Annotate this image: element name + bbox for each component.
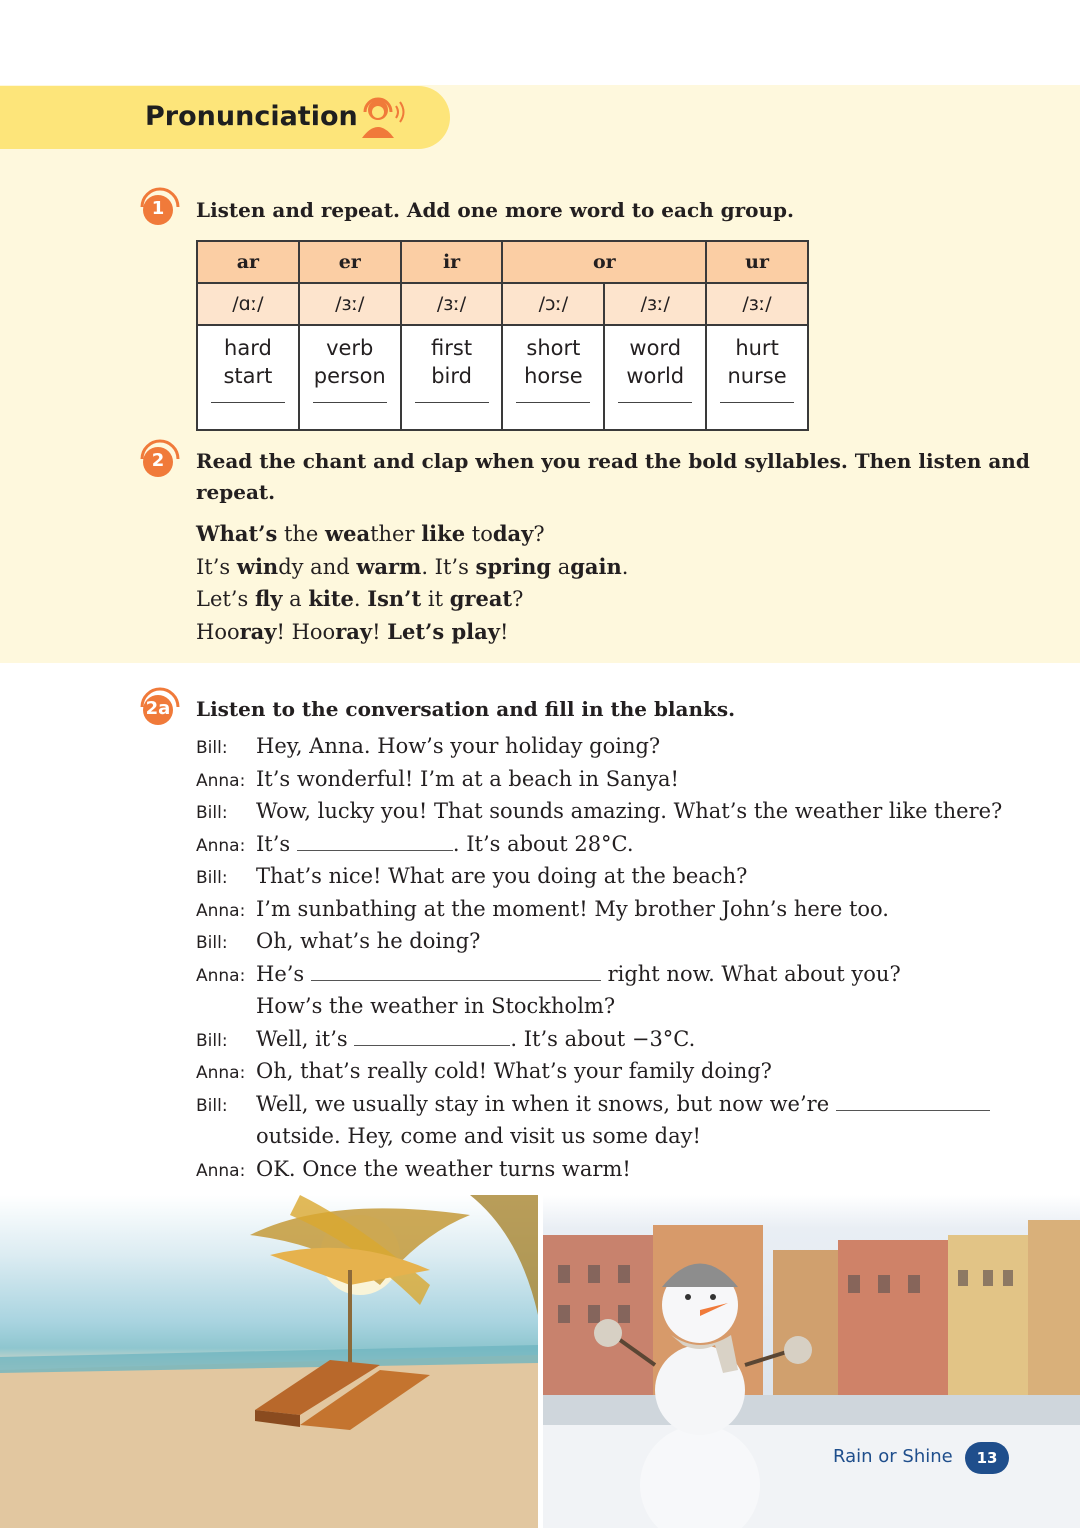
answer-blank[interactable]	[313, 402, 387, 403]
exercise-1-instruction: Listen and repeat. Add one more word to each group.	[196, 198, 794, 222]
utterance: It’s . It’s about 28°C.	[256, 831, 634, 856]
utterance: outside. Hey, come and visit us some day!	[256, 1124, 701, 1148]
utterance: Well, it’s . It’s about −3°C.	[256, 1026, 696, 1051]
header-cell: ur	[706, 241, 808, 283]
utterance: Oh, that’s really cold! What’s your family doing?	[256, 1059, 772, 1083]
exercise-number-badge: 1	[136, 183, 184, 231]
snowman-photo	[543, 1195, 1080, 1528]
speaker: Anna:	[196, 1063, 246, 1083]
speaker: Bill:	[196, 803, 228, 823]
chant-line: What’s the weather like today?	[196, 521, 545, 546]
section-title: Pronunciation	[145, 101, 358, 132]
utterance: That’s nice! What are you doing at the beach?	[256, 864, 748, 888]
answer-blank[interactable]	[211, 402, 285, 403]
chant-line: It’s windy and warm. It’s spring again.	[196, 553, 629, 579]
page-top-margin	[0, 0, 1080, 85]
speaker: Anna:	[196, 1160, 246, 1181]
utterance: Well, we usually stay in when it snows, but now we’re	[256, 1088, 990, 1121]
speaker: Anna:	[196, 770, 246, 791]
answer-blank[interactable]	[720, 402, 794, 403]
exercise-2-instruction: Read the chant and clap when you read the bold syllables. Then listen and repeat.	[196, 449, 1030, 504]
fill-in-blank[interactable]	[297, 830, 453, 851]
utterance: Hey, Anna. How’s your holiday going?	[256, 734, 661, 758]
speaker: Bill:	[196, 933, 228, 953]
speaker: Bill:	[196, 1095, 228, 1116]
utterance: How’s the weather in Stockholm?	[256, 994, 616, 1018]
header-cell: ar	[197, 241, 299, 283]
header-cell: or	[502, 241, 706, 283]
speaker: Bill:	[196, 1030, 228, 1051]
speaker: Bill:	[196, 738, 228, 758]
word-cell: first bird	[401, 325, 503, 430]
speaker: Anna:	[196, 965, 246, 986]
beach-photo	[0, 1195, 538, 1528]
answer-blank[interactable]	[516, 402, 590, 403]
fill-in-blank[interactable]	[836, 1090, 990, 1111]
page-number: 13	[965, 1442, 1009, 1474]
unit-title: Rain or Shine	[833, 1446, 953, 1467]
word-cell: word world	[604, 325, 706, 430]
ipa-cell: /ɜː/	[299, 283, 401, 325]
header-cell: ir	[401, 241, 503, 283]
word-cell: hard start	[197, 325, 299, 430]
word-cell: verb person	[299, 325, 401, 430]
chant-line: Let’s fly a kite. Isn’t it great?	[196, 586, 524, 611]
utterance: OK. Once the weather turns warm!	[256, 1156, 631, 1181]
header-cell: er	[299, 241, 401, 283]
speaker: Bill:	[196, 868, 228, 888]
chant-text	[196, 518, 628, 648]
answer-blank[interactable]	[415, 402, 489, 403]
headset-speaker-icon	[356, 96, 408, 140]
phonics-table	[196, 240, 809, 431]
fill-in-blank[interactable]	[354, 1025, 510, 1046]
answer-blank[interactable]	[618, 402, 692, 403]
fill-in-blank[interactable]	[311, 960, 601, 981]
utterance: Oh, what’s he doing?	[256, 929, 481, 953]
utterance: It’s wonderful! I’m at a beach in Sanya!	[256, 766, 679, 791]
chant-line: Hooray! Hooray! Let’s play!	[196, 618, 509, 644]
exercise-number-badge: 2	[136, 435, 184, 483]
exercise-number-badge: 2a	[136, 683, 184, 731]
utterance: Wow, lucky you! That sounds amazing. What’s the weather like there?	[256, 799, 1003, 823]
ipa-cell: /ɜː/	[706, 283, 808, 325]
word-cell: hurt nurse	[706, 325, 808, 430]
ipa-cell: /ɜː/	[401, 283, 503, 325]
ipa-cell: /ɜː/	[604, 283, 706, 325]
ipa-cell: /ɑː/	[197, 283, 299, 325]
utterance: He’s right now. What about you?	[256, 961, 901, 986]
utterance: I’m sunbathing at the moment! My brother John’s here too.	[256, 896, 889, 921]
weather-photos	[0, 1195, 1080, 1528]
word-cell: short horse	[502, 325, 604, 430]
speaker: Anna:	[196, 900, 246, 921]
ipa-cell: /ɔː/	[502, 283, 604, 325]
speaker: Anna:	[196, 835, 246, 856]
exercise-2a-instruction: Listen to the conversation and fill in the blanks.	[196, 697, 736, 721]
